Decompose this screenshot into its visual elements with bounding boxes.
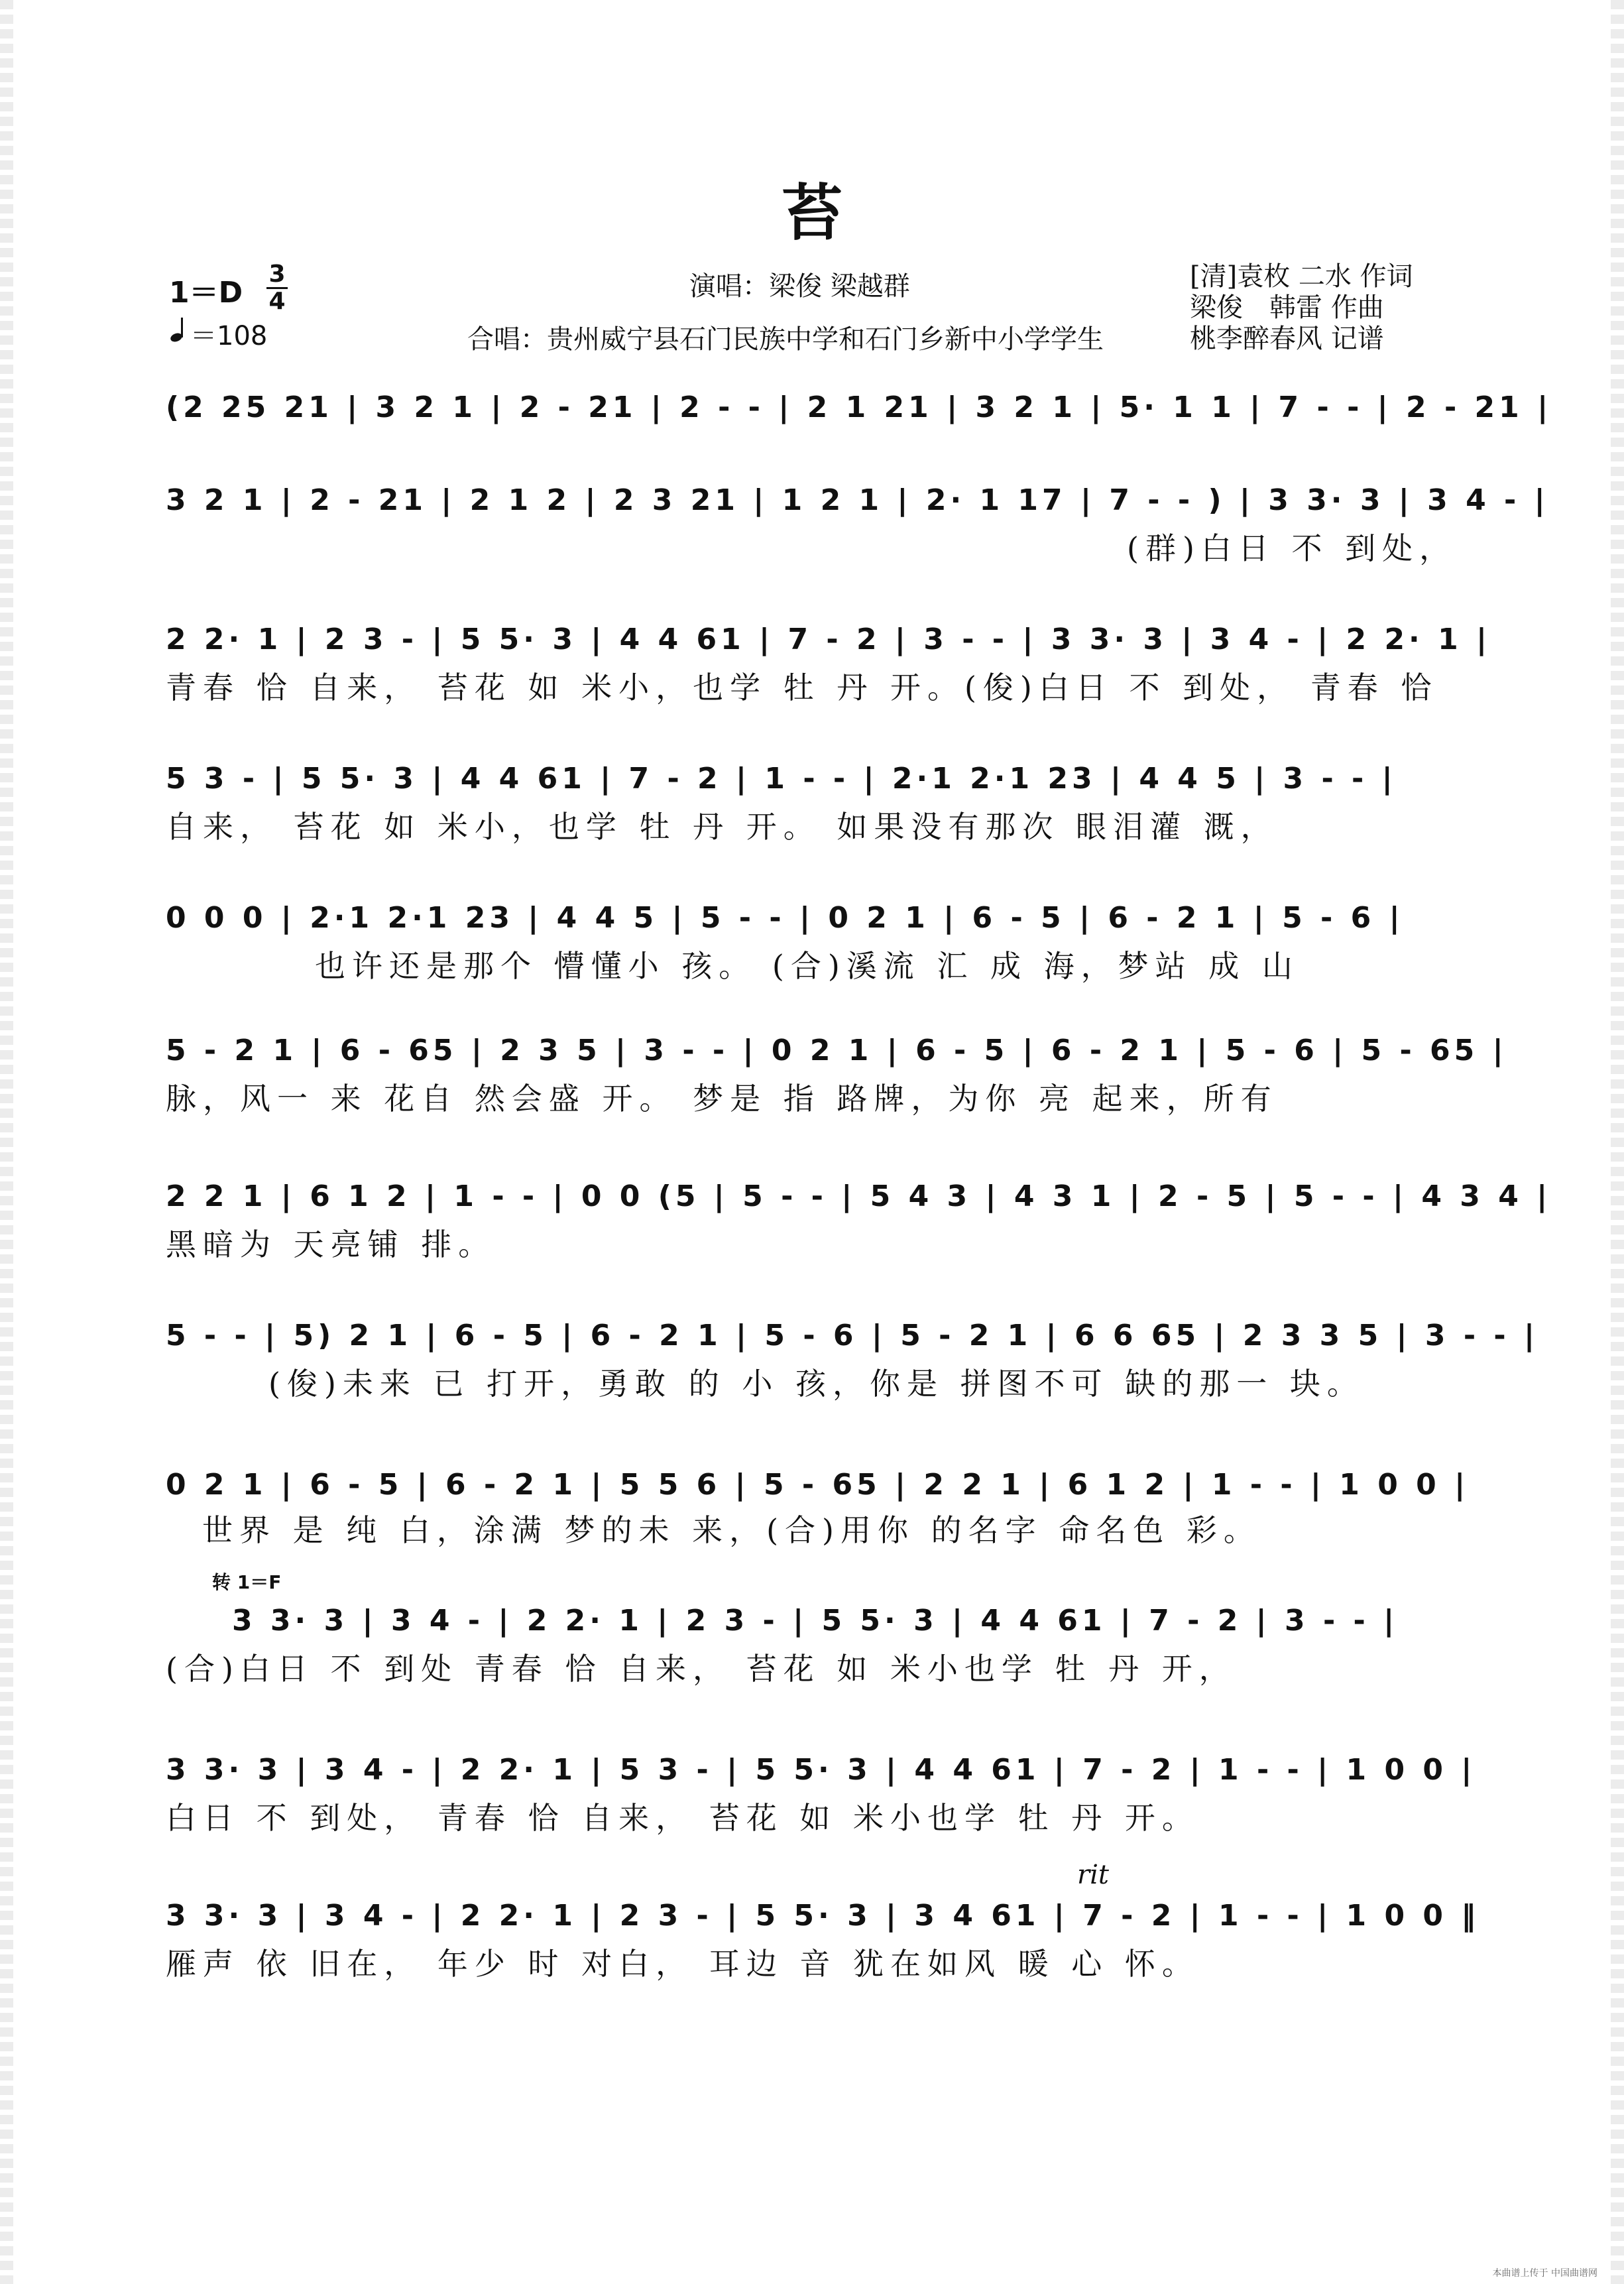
notation-line: 3 3· 3 | 3 4 - | 2 2· 1 | 2 3 - | 5 5· 3 | 4 4 61 | 7 - 2 | 3 - - | <box>232 1604 1399 1638</box>
time-signature-bottom: 4 <box>268 288 286 315</box>
notation-line: 0 2 1 | 6 - 5 | 6 - 2 1 | 5 5 6 | 5 - 65 | 2 2 1 | 6 1 2 | 1 - - | 1 0 0 | <box>166 1468 1470 1502</box>
notation-line: 5 - - | 5) 2 1 | 6 - 5 | 6 - 2 1 | 5 - 6 | 5 - 2 1 | 6 6 65 | 2 3 3 5 | 3 - - | <box>166 1319 1539 1352</box>
right-border-strip <box>1611 0 1624 2284</box>
lyric-line: (俊)未来 已 打开，勇敢 的 小 孩，你是 拼图不可 缺的那一 块。 <box>268 1366 1364 1402</box>
time-signature <box>264 262 290 314</box>
tempo-marking <box>169 315 267 353</box>
lyric-line: 世界 是 纯 白，涂满 梦的未 来，(合)用你 的名字 命名色 彩。 <box>202 1512 1261 1548</box>
notation-line: 3 2 1 | 2 - 21 | 2 1 2 | 2 3 21 | 1 2 1 | 2· 1 17 | 7 - - ) | 3 3· 3 | 3 4 - | <box>166 483 1549 517</box>
lyric-line: 雁声 依 旧在， 年少 时 对白， 耳边 音 犹在如风 暖 心 怀。 <box>166 1946 1199 1982</box>
notation-line: 0 0 0 | 2·1 2·1 23 | 4 4 5 | 5 - - | 0 2 1 | 6 - 5 | 6 - 2 1 | 5 - 6 | <box>166 901 1404 935</box>
notation-line: 5 - 2 1 | 6 - 65 | 2 3 5 | 3 - - | 0 2 1 | 6 - 5 | 6 - 2 1 | 5 - 6 | 5 - 65 | <box>166 1034 1507 1067</box>
lyric-line: 黑暗为 天亮铺 排。 <box>166 1227 496 1262</box>
lyric-line: (群)白日 不 到处， <box>1127 530 1457 566</box>
song-title: 苔 <box>781 177 842 249</box>
tempo-value: ＝108 <box>190 321 268 351</box>
key-change-marker: 转 1＝F <box>212 1571 282 1593</box>
notation-line: 5 3 - | 5 5· 3 | 4 4 61 | 7 - 2 | 1 - - | 2·1 2·1 23 | 4 4 5 | 3 - - | <box>166 762 1397 796</box>
lyric-line: 也许还是那个 懵懂小 孩。 (合)溪流 汇 成 海，梦站 成 山 <box>315 948 1299 984</box>
lyricist-credit: [清]袁枚 二水 作词 <box>1190 261 1413 292</box>
composer-credit: 梁俊 韩雷 作曲 <box>1190 292 1384 323</box>
footer-watermark: 本曲谱上传于 中国曲谱网 <box>1492 2268 1597 2279</box>
notation-line: 2 2 1 | 6 1 2 | 1 - - | 0 0 (5 | 5 - - | 5 4 3 | 4 3 1 | 2 - 5 | 5 - - | 4 3 4 | <box>166 1179 1552 1213</box>
time-signature-top: 3 <box>268 261 286 288</box>
notation-line: 3 3· 3 | 3 4 - | 2 2· 1 | 5 3 - | 5 5· 3 | 4 4 61 | 7 - 2 | 1 - - | 1 0 0 | <box>166 1753 1476 1787</box>
left-border-strip <box>0 0 13 2284</box>
lyric-line: 青春 恰 自来， 苔花 如 米小，也学 牡 丹 开。(俊)白日 不 到处， 青春 恰 <box>166 670 1438 705</box>
notation-line: 2 2· 1 | 2 3 - | 5 5· 3 | 4 4 61 | 7 - 2 | 3 - - | 3 3· 3 | 3 4 - | 2 2· 1 | <box>166 623 1491 656</box>
notation-line: (2 25 21 | 3 2 1 | 2 - 21 | 2 - - | 2 1 21 | 3 2 1 | 5· 1 1 | 7 - - | 2 - 21 | <box>166 391 1552 424</box>
lyric-line: 自来， 苔花 如 米小，也学 牡 丹 开。 如果没有那次 眼泪灌 溉， <box>166 809 1278 845</box>
ritardando-marking: rit <box>1077 1860 1109 1890</box>
notation-line: 3 3· 3 | 3 4 - | 2 2· 1 | 2 3 - | 5 5· 3 | 3 4 61 | 7 - 2 | 1 - - | 1 0 0 ‖ <box>166 1899 1480 1933</box>
lyric-line: 脉，风一 来 花自 然会盛 开。 梦是 指 路牌，为你 亮 起来，所有 <box>166 1081 1278 1116</box>
lyric-line: 白日 不 到处， 青春 恰 自来， 苔花 如 米小也学 牡 丹 开。 <box>166 1800 1199 1836</box>
transcriber-credit: 桃李醉春风 记谱 <box>1190 324 1384 354</box>
lyric-line: (合)白日 不 到处 青春 恰 自来， 苔花 如 米小也学 牡 丹 开， <box>166 1651 1236 1687</box>
key-signature: 1＝D <box>169 276 243 310</box>
singers-line: 演唱：梁俊 梁越群 <box>689 271 910 302</box>
chorus-line: 合唱：贵州威宁县石门民族中学和石门乡新中小学学生 <box>467 324 1104 355</box>
